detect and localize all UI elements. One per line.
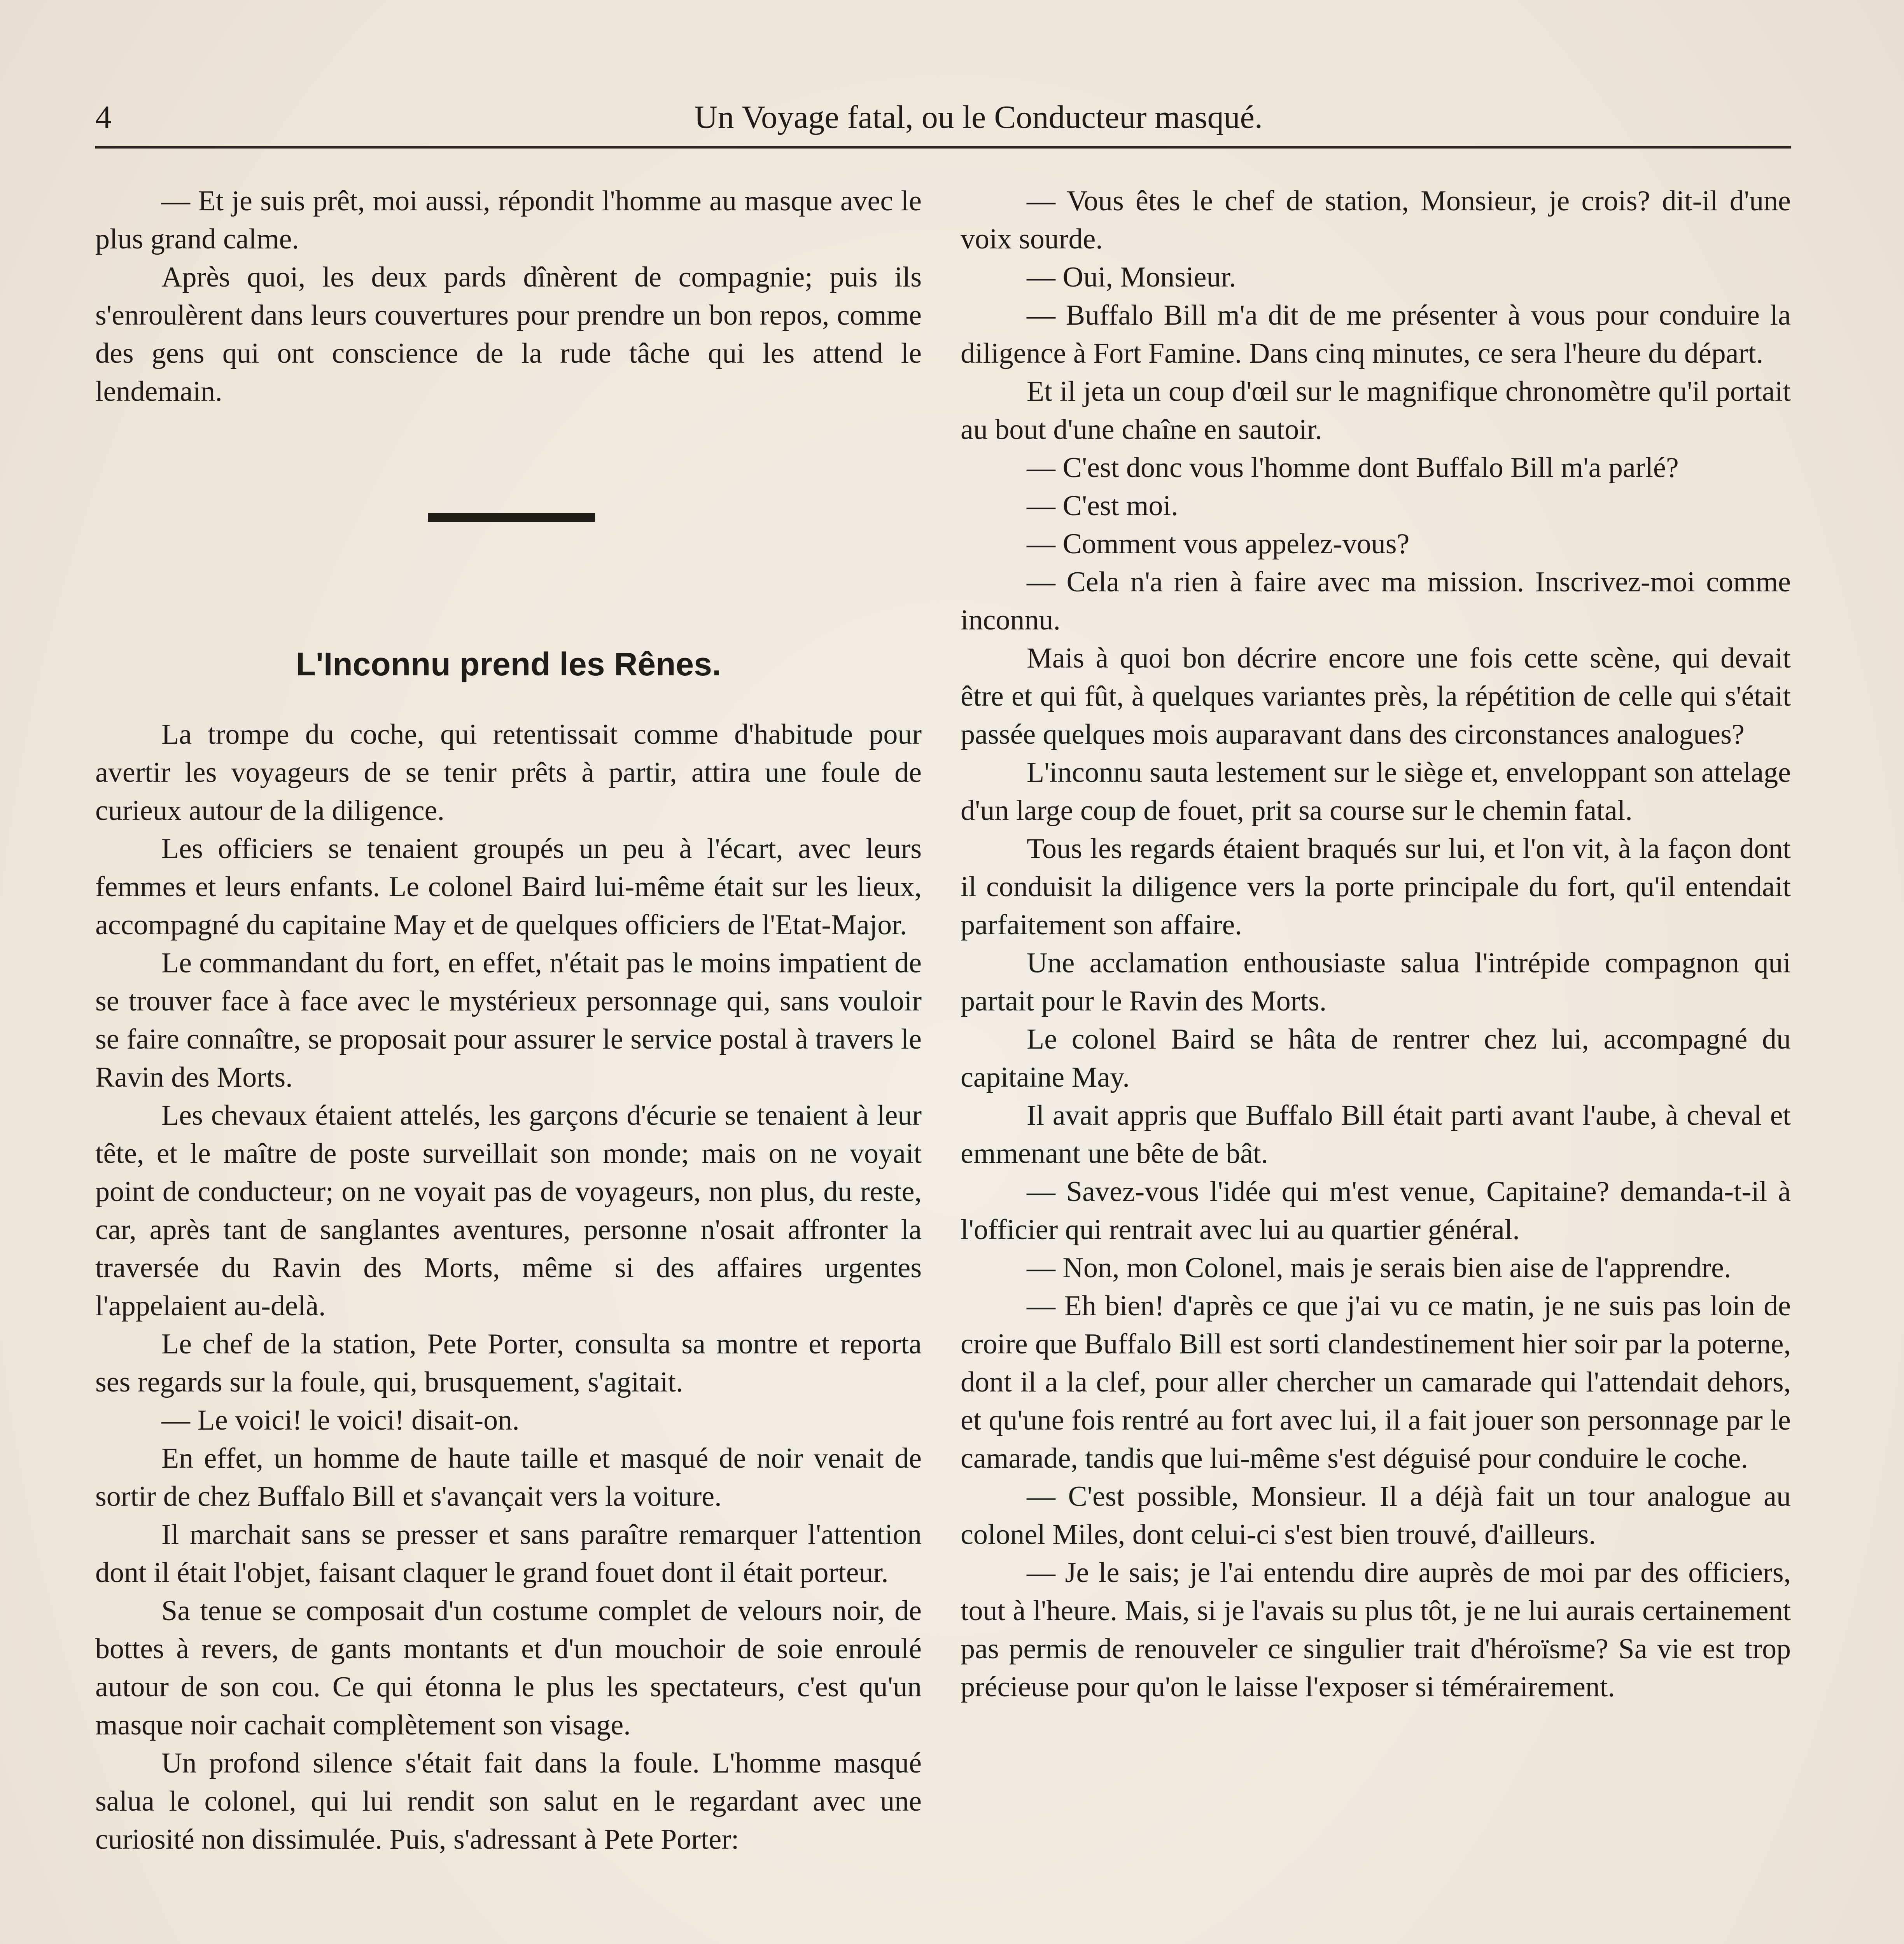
paragraph: — C'est moi. [1027,490,1178,522]
paragraph: Le commandant du fort, en effet, n'était pas le moins impatient de se trouver face à face avec le mystérieux personnage qui, sans vouloir se faire connaître, se proposait pour assurer le service postal à travers le Ravin des Morts. [95,947,922,1093]
right-column [961,182,1791,1706]
paragraph: Et il jeta un coup d'œil sur le magnifique chronomètre qu'il portait au bout d'une chaîne en sautoir. [961,376,1791,446]
paragraph: — Comment vous appelez-vous? [1027,528,1410,560]
paragraph: Sa tenue se composait d'un costume complet de velours noir, de bottes à revers, de gants montants et d'un mouchoir de soie enroulé autour de son cou. Ce qui étonna le plus les spectateurs, c'est qu'un masque noir cachait complètement son visage. [95,1595,922,1741]
paragraph: Une acclamation enthousiaste salua l'intrépide compagnon qui partait pour le Ravin des Morts. [961,947,1791,1017]
paragraph: Mais à quoi bon décrire encore une fois cette scène, qui devait être et qui fût, à quelques variantes près, la répétition de celle qui s'était passée quelques mois auparavant dans des circonstances analogues? [961,642,1791,750]
paragraph: Le chef de la station, Pete Porter, consulta sa montre et reporta ses regards sur la foule, qui, brusquement, s'agitait. [95,1328,922,1398]
section-title: L'Inconnu prend les Rênes. [296,646,721,682]
paragraph: Les officiers se tenaient groupés un peu à l'écart, avec leurs femmes et leurs enfants. Le colonel Baird lui-même était sur les lieux, accompagné du capitaine May et de quelques officiers de l'Etat-Major. [95,833,922,941]
paragraph: Il avait appris que Buffalo Bill était parti avant l'aube, à cheval et emmenant une bête de bât. [961,1100,1791,1170]
paragraph: L'inconnu sauta lestement sur le siège et, enveloppant son attelage d'un large coup de fouet, prit sa course sur le chemin fatal. [961,757,1791,827]
paragraph: En effet, un homme de haute taille et masqué de noir venait de sortir de chez Buffalo Bill et s'avançait vers la voiture. [95,1442,922,1512]
paragraph: Le colonel Baird se hâta de rentrer chez lui, accompagné du capitaine May. [961,1023,1791,1093]
paragraph: — Le voici! le voici! disait-on. [161,1404,520,1436]
paragraph: — C'est possible, Monsieur. Il a déjà fait un tour analogue au colonel Miles, dont celui-ci s'est bien trouvé, d'ailleurs. [961,1481,1791,1551]
paragraph: — Oui, Monsieur. [1027,261,1236,293]
paragraph: — Et je suis prêt, moi aussi, répondit l'homme au masque avec le plus grand calme. [95,185,922,255]
paragraph: Après quoi, les deux pards dînèrent de compagnie; puis ils s'enroulèrent dans leurs couvertures pour prendre un bon repos, comme des gens qui ont conscience de la rude tâche qui les attend le lendemain. [95,261,922,407]
paragraph: Tous les regards étaient braqués sur lui, et l'on vit, à la façon dont il conduisit la diligence vers la porte principale du fort, qu'il entendait parfaitement son affaire. [961,833,1791,941]
page-number: 4 [95,99,112,135]
paragraph: — Je le sais; je l'ai entendu dire auprès de moi par des officiers, tout à l'heure. Mais, si je l'avais su plus tôt, je ne lui aurais certainement pas permis de renouveler ce singulier trait d'héroïsme? Sa vie est trop précieuse pour qu'on le laisse l'exposer si témérairement. [961,1557,1791,1703]
page-header [95,91,1791,149]
paragraph: Un profond silence s'était fait dans la foule. L'homme masqué salua le colonel, qui lui rendit son salut en le regardant avec une curiosité non dissimulée. Puis, s'adressant à Pete Porter: [95,1747,922,1855]
left-column-top [95,182,922,411]
paragraph: — Vous êtes le chef de station, Monsieur, je crois? dit-il d'une voix sourde. [961,185,1791,255]
paragraph: — Savez-vous l'idée qui m'est venue, Capitaine? demanda-t-il à l'officier qui rentrait avec lui au quartier général. [961,1176,1791,1246]
paragraph: Les chevaux étaient attelés, les garçons d'écurie se tenaient à leur tête, et le maître de poste surveillait son monde; mais on ne voyait point de conducteur; on ne voyait pas de voyageurs, non plus, du reste, car, après tant de sanglantes aventures, personne n'osait affronter la traversée du Ravin des Morts, même si des affaires urgentes l'appelaient au-delà. [95,1100,922,1322]
left-column-bottom [95,715,922,1858]
paragraph: — Cela n'a rien à faire avec ma mission. Inscrivez-moi comme inconnu. [961,566,1791,636]
section-divider [428,513,595,522]
paragraph: La trompe du coche, qui retentissait comme d'habitude pour avertir les voyageurs de se tenir prêts à partir, attira une foule de curieux autour de la diligence. [95,719,922,827]
paragraph: — Buffalo Bill m'a dit de me présenter à vous pour conduire la diligence à Fort Famine. Dans cinq minutes, ce sera l'heure du départ. [961,299,1791,369]
paragraph: Il marchait sans se presser et sans paraître remarquer l'attention dont il était l'objet, faisant claquer le grand fouet dont il était porteur. [95,1519,922,1589]
paragraph: — Non, mon Colonel, mais je serais bien aise de l'apprendre. [1027,1252,1731,1284]
running-title: Un Voyage fatal, ou le Conducteur masqué. [694,99,1263,135]
paragraph: — C'est donc vous l'homme dont Buffalo Bill m'a parlé? [1027,452,1679,484]
paragraph: — Eh bien! d'après ce que j'ai vu ce matin, je ne suis pas loin de croire que Buffalo Bill est sorti clandestinement hier soir par la poterne, dont il a la clef, pour aller chercher un camarade qui l'attendait dehors, et qu'une fois rentré au fort avec lui, il a fait jouer son personnage par le camarade, tandis que lui-même s'est déguisé pour conduire le coche. [961,1290,1791,1474]
